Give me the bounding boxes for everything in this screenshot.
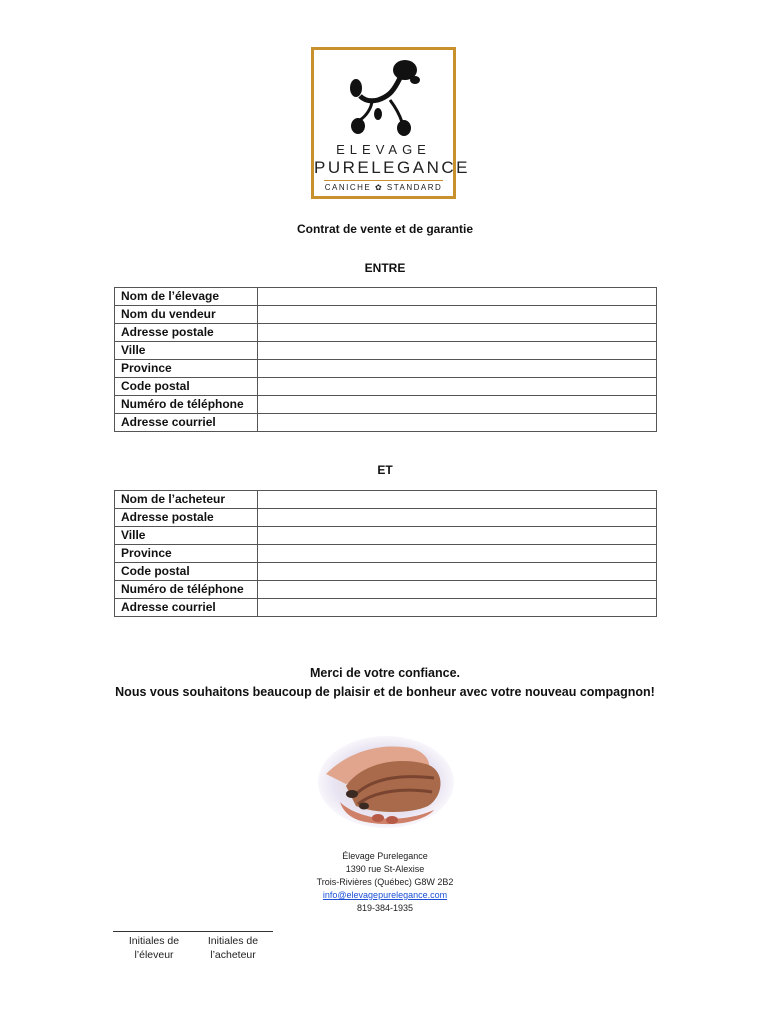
field-label: Nom du vendeur — [115, 306, 258, 324]
field-input-breeding-name[interactable] — [258, 288, 657, 306]
table-row — [115, 342, 657, 360]
field-label: Adresse postale — [115, 509, 258, 527]
footer-city: Trois-Rivières (Québec) G8W 2B2 — [316, 877, 454, 887]
field-label: Adresse courriel — [115, 599, 258, 617]
initials-breeder-line1: Initiales de — [128, 935, 180, 947]
field-input-seller-postal-code[interactable] — [258, 378, 657, 396]
field-label: Numéro de téléphone — [115, 581, 258, 599]
logo-divider — [324, 180, 443, 181]
thanks-line-1: Merci de votre confiance. — [309, 666, 461, 680]
table-row — [115, 527, 657, 545]
table-row — [115, 414, 657, 432]
initials-rule — [113, 931, 273, 932]
initials-breeder[interactable] — [118, 934, 190, 962]
field-input-buyer-name[interactable] — [258, 491, 657, 509]
thanks-line-2: Nous vous souhaitons beaucoup de plaisir et de bonheur avec votre nouveau compagnon! — [115, 685, 655, 699]
table-row — [115, 545, 657, 563]
logo-text-caniche-standard: CANICHE ✿ STANDARD — [324, 183, 443, 192]
poodle-logo-icon — [342, 56, 432, 140]
field-input-seller-name[interactable] — [258, 306, 657, 324]
field-input-buyer-province[interactable] — [258, 545, 657, 563]
table-row — [115, 509, 657, 527]
field-input-buyer-address[interactable] — [258, 509, 657, 527]
field-label: Numéro de téléphone — [115, 396, 258, 414]
field-label: Nom de l’élevage — [115, 288, 258, 306]
initials-buyer-line2: l’acheteur — [210, 949, 256, 961]
field-label: Ville — [115, 527, 258, 545]
table-row — [115, 491, 657, 509]
table-row — [115, 563, 657, 581]
field-label: Code postal — [115, 378, 258, 396]
table-row — [115, 581, 657, 599]
field-input-buyer-phone[interactable] — [258, 581, 657, 599]
field-label: Adresse postale — [115, 324, 258, 342]
field-input-buyer-city[interactable] — [258, 527, 657, 545]
footer-company-name: Élevage Purelegance — [342, 851, 428, 861]
table-row — [115, 324, 657, 342]
field-input-seller-email[interactable] — [258, 414, 657, 432]
buyer-info-table — [114, 490, 657, 617]
footer-street: 1390 rue St-Alexise — [345, 864, 425, 874]
field-label: Province — [115, 545, 258, 563]
field-label: Ville — [115, 342, 258, 360]
heading-et: ET — [377, 463, 393, 477]
field-input-seller-phone[interactable] — [258, 396, 657, 414]
logo-text-elevage: ELEVAGE — [336, 142, 431, 157]
table-row — [115, 288, 657, 306]
logo-text-purelegance: PURELEGANCE — [314, 158, 470, 177]
field-label: Province — [115, 360, 258, 378]
seller-info-table — [114, 287, 657, 432]
field-input-seller-address[interactable] — [258, 324, 657, 342]
field-input-buyer-email[interactable] — [258, 599, 657, 617]
logo — [311, 47, 470, 199]
field-label: Code postal — [115, 563, 258, 581]
footer-email-link[interactable]: info@elevagepurelegance.com — [322, 890, 448, 900]
table-row — [115, 378, 657, 396]
heading-entre: ENTRE — [364, 261, 406, 275]
table-row — [115, 306, 657, 324]
document-title: Contrat de vente et de garantie — [296, 222, 474, 236]
field-label: Nom de l’acheteur — [115, 491, 258, 509]
table-row — [115, 360, 657, 378]
initials-buyer[interactable] — [197, 934, 269, 962]
table-row — [115, 599, 657, 617]
field-input-buyer-postal-code[interactable] — [258, 563, 657, 581]
field-label: Adresse courriel — [115, 414, 258, 432]
table-row — [115, 396, 657, 414]
initials-breeder-line2: l’éleveur — [134, 949, 174, 961]
field-input-seller-province[interactable] — [258, 360, 657, 378]
footer-phone: 819-384-1935 — [356, 903, 414, 913]
hand-and-paw-image — [316, 734, 456, 832]
initials-buyer-line1: Initiales de — [207, 935, 259, 947]
field-input-seller-city[interactable] — [258, 342, 657, 360]
